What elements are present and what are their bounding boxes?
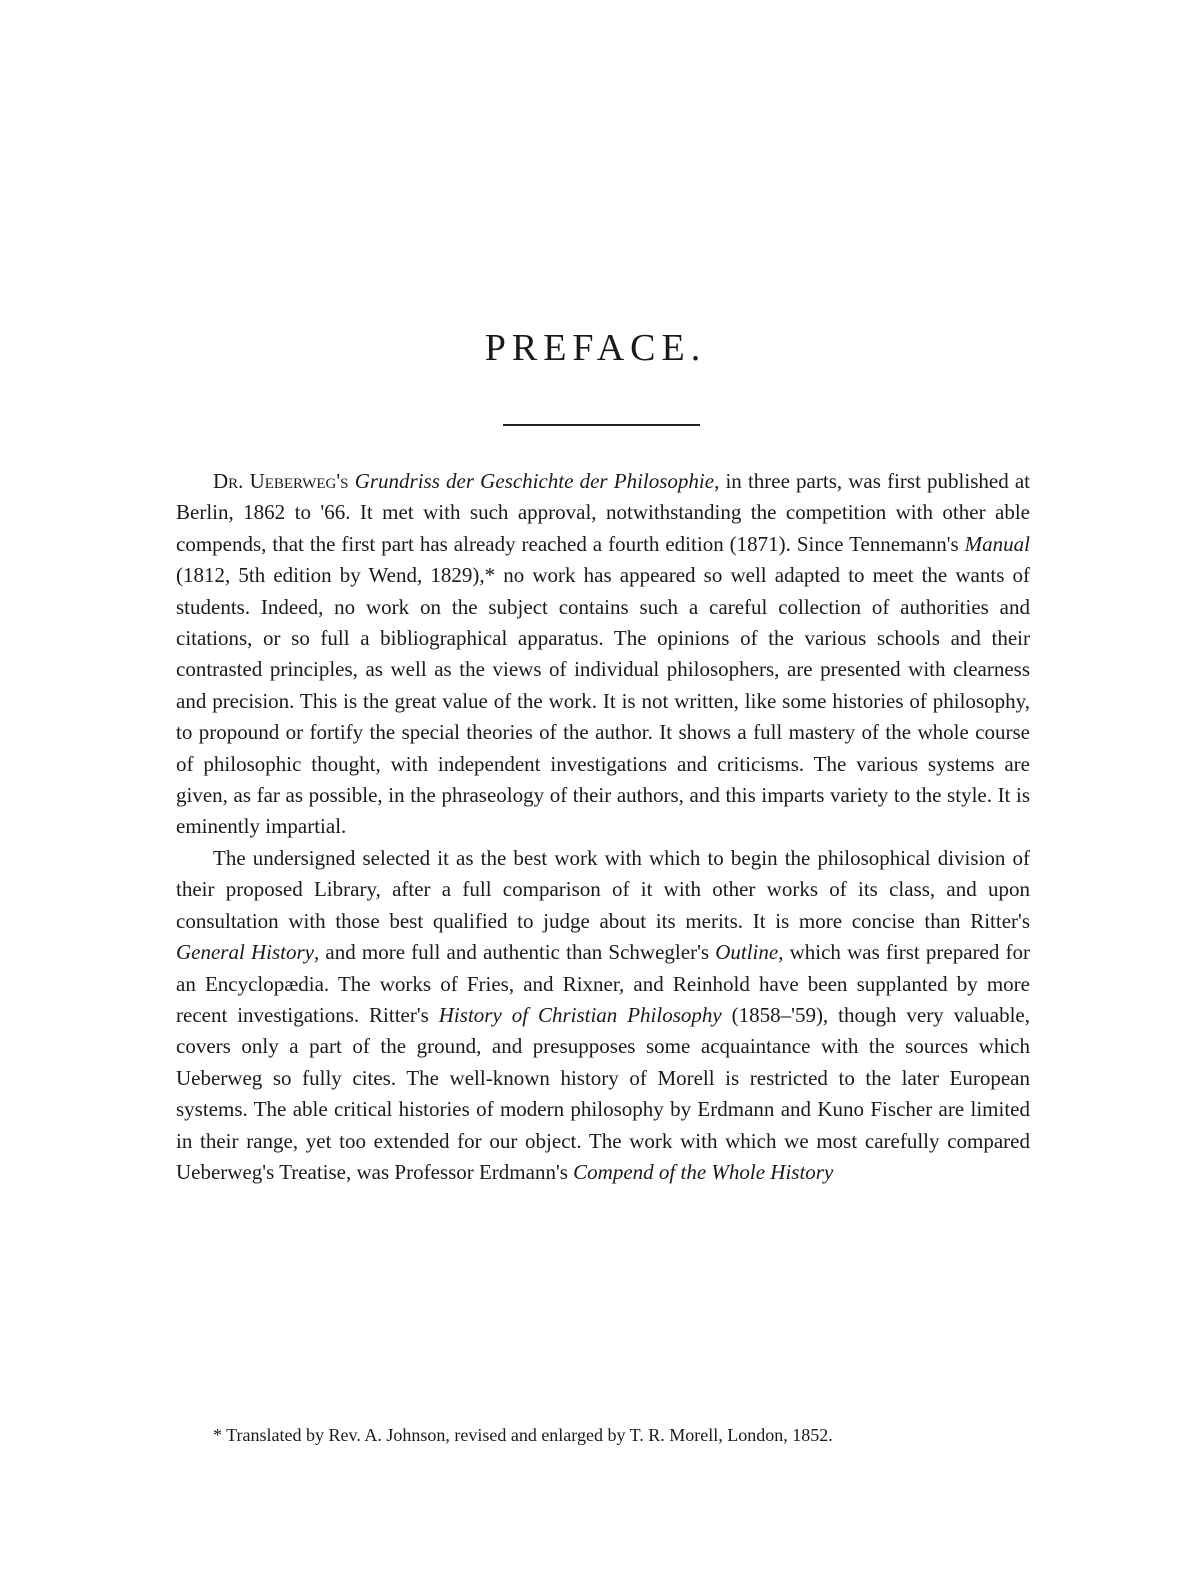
paragraph-text: (1858–'59), though very valuable, covers only a part of the ground, and presupposes some acquaintance with the sources which Ueberweg so fully cites. The well-known history of Morell is restricted to the later European systems. The able critical histories of modern philosophy by Erdmann and Kuno Fischer are limited in their range, yet too extended for our object. The work with which we most carefully compared Ueberweg's Treatise, was Professor Erdmann's [176, 1002, 1030, 1184]
italic-title-text: Compend of the Whole History [573, 1159, 834, 1184]
italic-title-text: History of Christian Philosophy [438, 1002, 722, 1027]
author-name-text: Dr. Ueberweg's [213, 469, 349, 493]
page-title: PREFACE. [484, 327, 707, 369]
preface-body [176, 466, 1030, 1188]
preface-paragraph-1 [176, 466, 1030, 843]
italic-title-text: Grundriss der Geschichte der Philosophie [354, 469, 715, 493]
preface-paragraph-2 [176, 843, 1030, 1188]
footnote: * Translated by Rev. A. Johnson, revised and enlarged by T. R. Morell, London, 1852. [213, 1425, 833, 1445]
paragraph-text: (1812, 5th edition by Wend, 1829),* no work has appeared so well adapted to meet the wants of students. Indeed, no work on the subject contains such a careful collection of authorities and citations, or so full a bibliographical apparatus. The opinions of the various schools and their contrasted principles, as well as the views of individual philosophers, are presented with clearness and precision. This is the great value of the work. It is not written, like some histories of philosophy, to propound or fortify the special theories of the author. It shows a full mastery of the whole course of philosophic thought, with independent investigations and criticisms. The various systems are given, as far as possible, in the phraseology of their authors, and this imparts variety to the style. It is eminently impartial. [176, 563, 1030, 839]
italic-title-text: General History [176, 940, 314, 965]
paragraph-text: , in three parts, was first published at Berlin, 1862 to '66. It met with such approval, notwithstanding the competition with other able compends, that the first part has already reached a fourth edition (1871). Since Tennemann's [176, 469, 1031, 556]
paragraph-text: , and more full and authentic than Schwegler's [313, 940, 716, 965]
italic-title-text: Manual [964, 531, 1030, 556]
paragraph-text: The undersigned selected it as the best work with which to begin the philosophical division of their proposed Library, after a full comparison of it with other works of its class, and upon consultation with those best qualified to judge about its merits. It is more concise than Ritter's [176, 845, 1030, 933]
title-divider-rule [503, 424, 700, 426]
italic-title-text: Outline [715, 940, 779, 965]
paragraph-text: , which was first prepared for an Encyclopædia. The works of Fries, and Rixner, and Reinhold have been supplanted by more recent investigations. Ritter's [176, 940, 1030, 1027]
